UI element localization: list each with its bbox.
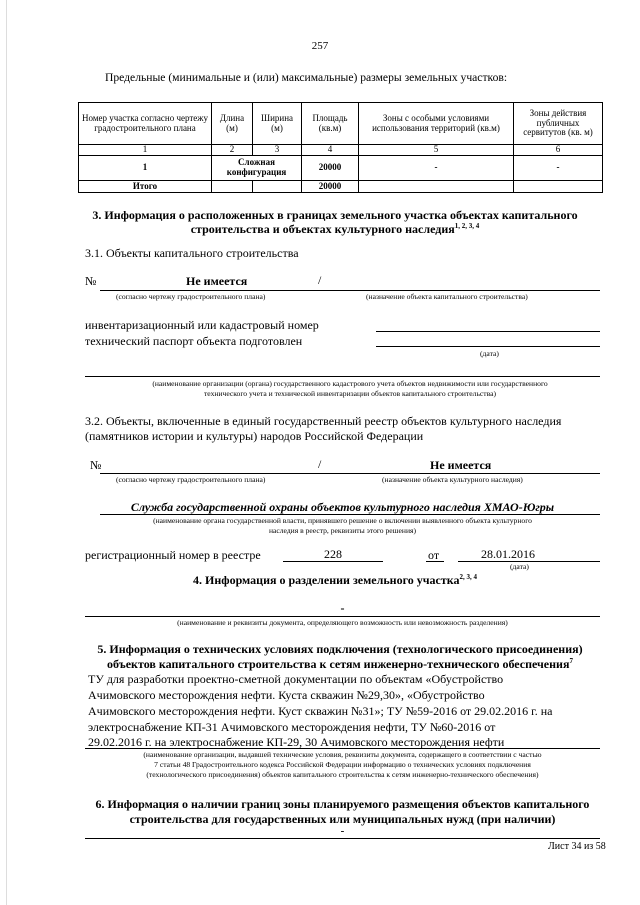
section5-heading-line1: 5. Информация о технических условиях подключения (технологического присоединения): [97, 642, 583, 656]
col-number-2: 2: [212, 145, 253, 156]
date-underline: [376, 346, 600, 347]
header-width: Ширина (м): [253, 103, 302, 145]
heritage-authority: Служба государственной охраны объектов культурного наследия ХМАО-Югры: [130, 500, 555, 514]
table-heading: Предельные (минимальные и (или) максимальные) размеры земельных участков:: [105, 71, 508, 84]
scan-edge: [6, 0, 7, 905]
section3-2-title-line2: (памятников истории и культуры) народов Российской Федерации: [85, 429, 424, 443]
col-number-1: 1: [79, 145, 212, 156]
land-size-table: [78, 102, 603, 193]
caption-purpose-2: (назначение объекта культурного наследия): [382, 475, 523, 484]
row-dimensions: Сложная конфигурация: [212, 156, 302, 181]
slash-2: /: [318, 457, 322, 471]
capital-objects-value: Не имеется: [186, 274, 248, 288]
row-plot-number: 1: [79, 156, 212, 181]
caption-date-2: (дата): [510, 562, 529, 571]
registry-number: 228: [324, 547, 342, 561]
col-number-6: 6: [514, 145, 603, 156]
section3-heading-line2: строительства и объектах культурного наследия$^{1, 2, 3, 4}$: [190, 222, 480, 236]
caption-drawing: (согласно чертежу градостроительного плана): [116, 292, 266, 301]
caption-drawing-2: (согласно чертежу градостроительного плана): [116, 475, 266, 484]
header-servitude-zones: Зоны действия публичных сервитутов (кв. м): [514, 103, 603, 145]
caption-date: (дата): [480, 349, 499, 358]
total-area: 20000: [302, 181, 359, 193]
section4-footnote-refs: 2, 3, 4: [459, 573, 477, 581]
caption-org-line2: технического учета и технической инвентаризации объектов капитального строительства): [203, 389, 496, 398]
section3-heading-line1: 3. Информация о расположенных в границах земельного участка объектах капитального: [92, 208, 578, 222]
tech-conditions-line4: электроснабжение КП-31 Ачимовского месторождения нефти, ТУ №60-2016 от: [88, 720, 496, 734]
tech-conditions-line2: Ачимовского месторождения нефти. Куста скважин №29,30», «Обустройство: [88, 688, 485, 702]
underline-2: [100, 473, 600, 474]
section3-2-title-line1: 3.2. Объекты, включенные в единый государственный реестр объектов культурного наследия: [85, 414, 562, 428]
registry-date: 28.01.2016: [481, 547, 535, 561]
zone-value: -: [340, 825, 345, 837]
registry-date-underline: [458, 561, 600, 562]
section3-1-title: 3.1. Объекты капитального строительства: [85, 246, 299, 260]
heritage-objects-value: Не имеется: [430, 458, 492, 472]
registry-number-underline: [283, 561, 383, 562]
division-value: -: [340, 601, 345, 615]
header-special-zones: Зоны с особыми условиями использования территорий (кв.м): [359, 103, 514, 145]
caption-authority-line2: наследия в реестр, реквизиты этого решения): [268, 526, 417, 535]
col-number-5: 5: [359, 145, 514, 156]
total-label: Итого: [79, 181, 212, 193]
tech-passport-label: технический паспорт объекта подготовлен: [85, 334, 303, 348]
row-special-zones: -: [359, 156, 514, 181]
caption-authority-line1: (наименование органа государственной власти, принявшего решение о включении выявленного объекта культурного: [153, 516, 532, 525]
caption-division: (наименование и реквизиты документа, определяющего возможность или невозможность разделения): [177, 618, 508, 627]
caption-tech-line1: (наименование организации, выдавшей технические условия, реквизиты документа, содержащего в соответствии с частью: [143, 750, 542, 759]
header-length: Длина (м): [212, 103, 253, 145]
inventory-underline: [376, 331, 600, 332]
registry-number-label: регистрационный номер в реестре: [85, 548, 261, 562]
tech-conditions-line1: ТУ для разработки проектно-сметной документации по объектам «Обустройство: [88, 672, 504, 686]
table-total-row: [79, 181, 603, 193]
number-sign: №: [85, 274, 97, 288]
row-servitude: -: [514, 156, 603, 181]
sheet-number: Лист 34 из 58: [548, 841, 606, 852]
section6-heading-line2: строительства для государственных или муниципальных нужд (при наличии): [129, 812, 556, 826]
section3-footnote-refs: 1, 2, 3, 4: [454, 222, 480, 230]
caption-purpose: (назначение объекта капитального строительства): [366, 292, 528, 301]
inventory-label: инвентаризационный или кадастровый номер: [85, 318, 319, 332]
section6-heading-line1: 6. Информация о наличии границ зоны планируемого размещения объектов капитального: [95, 797, 590, 811]
caption-tech-line3: (технологического присоединения) объектов капитального строительства к сетям инженерно-технического обеспечения): [146, 770, 539, 779]
tech-conditions-line5: 29.02.2016 г. на электроснабжение КП-29, 30 Ачимовского месторождения нефти: [88, 735, 505, 749]
col-number-4: 4: [302, 145, 359, 156]
tech-conditions-line3: Ачимовского месторождения нефти. Куст скважин №31»; ТУ №59-2016 от 29.02.2016 г. на: [88, 704, 553, 718]
page-number: 257: [311, 40, 329, 52]
org-underline: [85, 376, 600, 377]
header-area: Площадь (кв.м): [302, 103, 359, 145]
slash: /: [318, 273, 322, 287]
from-label: от: [428, 548, 440, 562]
division-underline: [85, 616, 600, 617]
zone-underline: [85, 838, 600, 839]
header-plot-number: Номер участка согласно чертежу градостроительного плана: [79, 103, 212, 145]
underline: [100, 290, 600, 291]
col-number-3: 3: [253, 145, 302, 156]
from-underline: [426, 561, 444, 562]
authority-underline: [100, 514, 600, 515]
row-area: 20000: [302, 156, 359, 181]
section5-footnote-ref: 7: [569, 657, 573, 665]
section5-heading-line2: объектов капитального строительства к сетям инженерно-технического обеспечения$^7$: [107, 657, 573, 671]
table-row: [79, 156, 603, 181]
tech-conditions-underline: [85, 748, 600, 749]
caption-tech-line2: 7 статьи 48 Градостроительного кодекса Российской Федерации информацию о технических условиях подключения: [154, 760, 531, 769]
number-sign-2: №: [90, 458, 102, 472]
section4-heading: 4. Информация о разделении земельного участка$^{2, 3, 4}$: [193, 573, 477, 587]
caption-org-line1: (наименование организации (органа) государственного кадастрового учета объектов недвижимости или государственного: [152, 379, 548, 388]
